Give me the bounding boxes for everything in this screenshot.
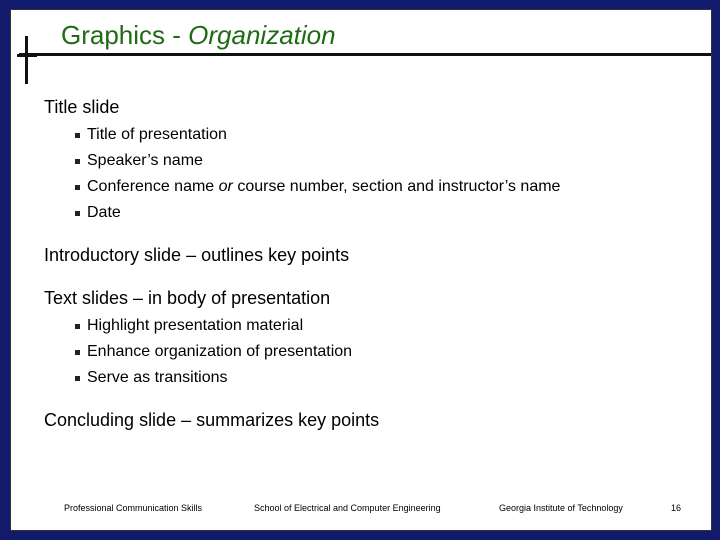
- bullet-item: Conference name or course number, section and instructor’s name: [75, 174, 691, 200]
- square-bullet-icon: [75, 185, 80, 190]
- slide-title-main: Graphics -: [61, 20, 189, 50]
- square-bullet-icon: [75, 133, 80, 138]
- square-bullet-icon: [75, 324, 80, 329]
- bullet-item: Speaker’s name: [75, 148, 691, 174]
- footer-institute: Georgia Institute of Technology: [499, 503, 623, 513]
- square-bullet-icon: [75, 211, 80, 216]
- footer-page-number: 16: [671, 503, 682, 513]
- slide: [10, 9, 712, 531]
- section-heading-title-slide: Title slide: [44, 97, 120, 117]
- slide-title: [61, 20, 336, 51]
- bullet-item: Date: [75, 200, 691, 226]
- square-bullet-icon: [75, 350, 80, 355]
- footer-course: Professional Communication Skills: [64, 503, 203, 513]
- section-heading-text-slides: Text slides – in body of presentation: [44, 288, 331, 308]
- slide-content: [44, 96, 691, 431]
- section-heading-introductory: Introductory slide – outlines key points: [44, 245, 350, 265]
- footer-school: School of Electrical and Computer Engineering: [254, 503, 441, 513]
- slide-title-italic: Organization: [188, 20, 336, 50]
- square-bullet-icon: [75, 376, 80, 381]
- bullet-item: Title of presentation: [75, 122, 691, 148]
- bullet-item: Serve as transitions: [75, 365, 691, 391]
- title-underline-rule: [19, 53, 711, 56]
- slide-footer: [11, 503, 711, 519]
- bullet-item: Enhance organization of presentation: [75, 339, 691, 365]
- square-bullet-icon: [75, 159, 80, 164]
- bullet-item: Highlight presentation material: [75, 313, 691, 339]
- section-heading-concluding: Concluding slide – summarizes key points: [44, 410, 380, 430]
- title-vertical-rule: [25, 36, 28, 84]
